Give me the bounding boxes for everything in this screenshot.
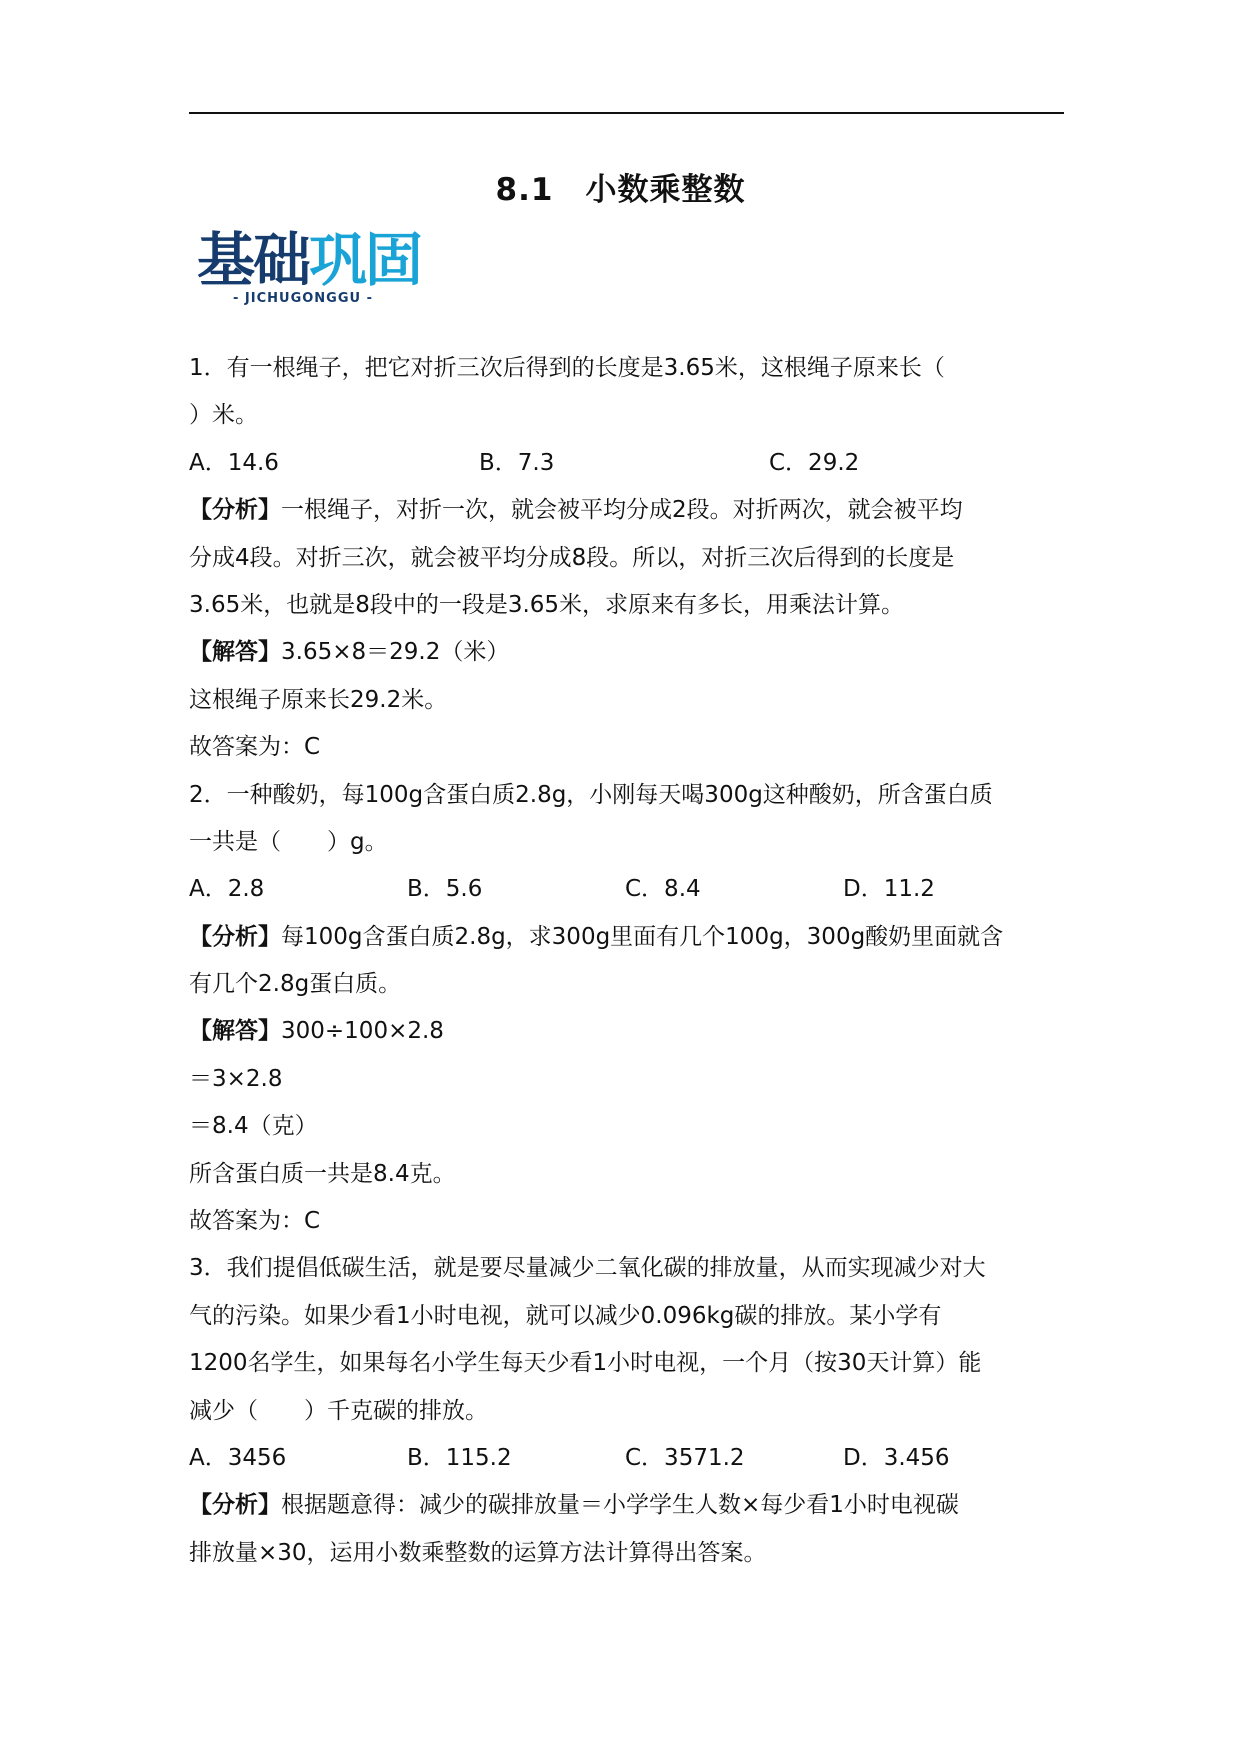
- analysis-line: 有几个2.8g蛋白质。: [189, 971, 402, 998]
- analysis-line: 3.65米，也就是8段中的一段是3.65米，求原来有多长，用乘法计算。: [189, 591, 905, 618]
- question-3: [189, 1245, 1069, 1577]
- analysis-text: 一根绳子，对折一次，就会被平均分成2段。对折两次，就会被平均: [281, 497, 963, 524]
- question-line: 气的污染。如果少看1小时电视，就可以减少0.096kg碳的排放。某小学有: [189, 1302, 942, 1329]
- banner-subtitle: - JICHUGONGGU -: [233, 291, 373, 306]
- option-d: D．3.456: [843, 1444, 950, 1471]
- question-line: 一共是（ ）g。: [189, 828, 388, 855]
- answer-label: 【解答】: [189, 639, 281, 666]
- answer-line: ＝8.4（克）: [189, 1113, 318, 1140]
- page-title: 8.1 小数乘整数: [495, 172, 746, 208]
- options-row: [189, 1435, 1069, 1482]
- answer-line: 故答案为：C: [189, 734, 321, 761]
- analysis-label: 【分析】: [189, 1492, 281, 1519]
- analysis-line: 分成4段。对折三次，就会被平均分成8段。所以，对折三次后得到的长度是: [189, 544, 955, 571]
- option-a: A．2.8: [189, 876, 265, 903]
- question-line: 1．有一根绳子，把它对折三次后得到的长度是3.65米，这根绳子原来长（: [189, 355, 945, 381]
- option-c: C．3571.2: [625, 1444, 745, 1471]
- analysis-line: [189, 487, 1069, 534]
- analysis-label: 【分析】: [189, 497, 281, 524]
- analysis-text: 每100g含蛋白质2.8g，求300g里面有几个100g，300g酸奶里面就含: [281, 923, 1004, 950]
- answer-line: [189, 1008, 1069, 1055]
- analysis-line: [189, 1482, 1069, 1529]
- answer-label: 【解答】: [189, 1018, 281, 1045]
- banner-title: [197, 226, 422, 294]
- answer-line: 所含蛋白质一共是8.4克。: [189, 1160, 456, 1187]
- answer-text: 300÷100×2.8: [281, 1018, 444, 1045]
- option-b: B．5.6: [407, 876, 483, 903]
- option-b: B．115.2: [407, 1444, 512, 1471]
- answer-line: 故答案为：C: [189, 1208, 321, 1235]
- analysis-line: [189, 914, 1069, 961]
- analysis-line: 排放量×30，运用小数乘整数的运算方法计算得出答案。: [189, 1539, 767, 1566]
- question-line: ）米。: [189, 402, 258, 429]
- options-row: [189, 866, 1069, 913]
- option-a: A．3456: [189, 1444, 287, 1471]
- analysis-label: 【分析】: [189, 923, 281, 950]
- question-line: 3．我们提倡低碳生活，就是要尽量减少二氧化碳的排放量，从而实现减少对大: [189, 1255, 986, 1282]
- question-line: 减少（ ）千克碳的排放。: [189, 1397, 488, 1424]
- header-rule: [189, 112, 1064, 114]
- banner-text-2: 巩固: [309, 226, 422, 294]
- questions: [189, 345, 1069, 1577]
- options-row: [189, 440, 1069, 487]
- question-1: [189, 345, 1069, 772]
- banner-text-1: 基础: [197, 226, 310, 294]
- answer-line: ＝3×2.8: [189, 1065, 283, 1092]
- option-c: C．8.4: [625, 876, 701, 903]
- option-d: D．11.2: [843, 876, 935, 903]
- option-b: B．7.3: [479, 449, 555, 476]
- analysis-text: 根据题意得：减少的碳排放量＝小学学生人数×每少看1小时电视碳: [281, 1492, 959, 1519]
- answer-text: 3.65×8＝29.2（米）: [281, 639, 510, 666]
- section-banner: [197, 226, 422, 306]
- question-2: [189, 772, 1069, 1246]
- answer-line: 这根绳子原来长29.2米。: [189, 686, 448, 713]
- question-line: 2．一种酸奶，每100g含蛋白质2.8g，小刚每天喝300g这种酸奶，所含蛋白质: [189, 781, 993, 808]
- option-c: C．29.2: [769, 449, 860, 476]
- question-line: 1200名学生，如果每名小学生每天少看1小时电视，一个月（按30天计算）能: [189, 1350, 982, 1377]
- answer-line: [189, 629, 1069, 676]
- option-a: A．14.6: [189, 449, 279, 476]
